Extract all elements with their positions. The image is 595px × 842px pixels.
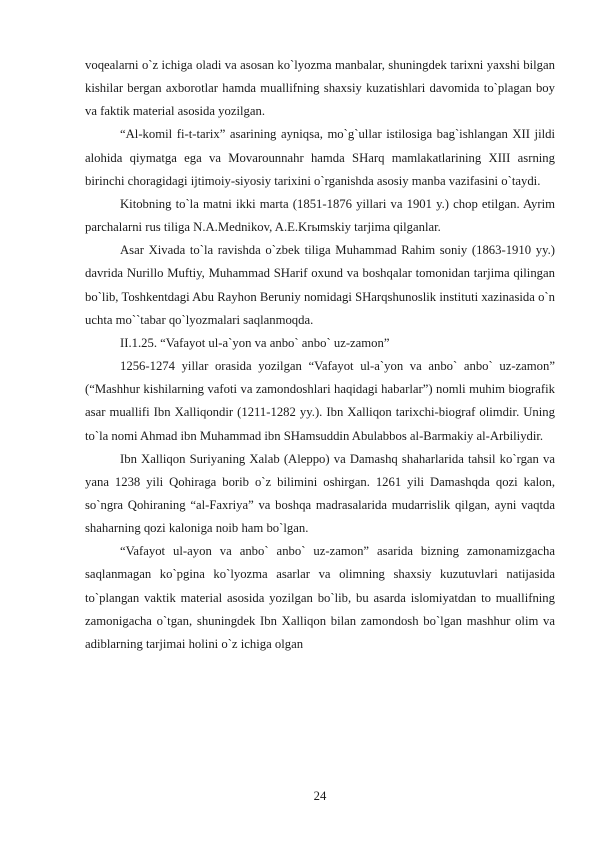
section-heading: II.1.25. “Vafayot ul-a`yon va anbo` anbo` uz-zamon”	[120, 335, 390, 350]
paragraph-vafayot-content: “Vafayot ul-ayon va anbo` anbo` uz-zamon” asarida bizning zamonamizgacha saqlanmagan ko`pgina ko`lyozma asarlar va olimning shaxsiy kuzutuvlari natijasida to`plangan vaktik material asosida yozilgan bo`lib, bu asarda islomiyatdan to muallifning zamonigacha o`tgan, shuningdek Ibn Xalliqon bilan zamondosh bo`lgan mashhur olim va adiblarning tarjimai holini o`z ichiga olgan	[85, 544, 555, 651]
paragraph-ibn-xalliqon-intro: 1256-1274 yillar orasida yozilgan “Vafayot ul-a`yon va anbo` anbo` uz-zamon” (“Mashhur kishilarning vafoti va zamondoshlari haqidagi habarlar”) nomli muhim biografik asar muallifi Ibn Xalliqondir (1211-1282 yy.). Ibn Xalliqon tarixchi-biograf olimdir. Uning to`la nomi Ahmad ibn Muhammad ibn SHamsuddin Abulabbos al-Barmakiy al-Arbiliydir.	[85, 359, 555, 443]
paragraph-continuation: voqealarni o`z ichiga oladi va asosan ko`lyozma manbalar, shuningdek tarixni yaxshi bilgan kishilar bergan axborotlar hamda muallifning shaxsiy kuzatishlari davomida to`plagan boy va faktik material asosida yozilgan.	[85, 58, 555, 119]
page-number: 24	[313, 789, 327, 803]
body-text	[85, 54, 555, 656]
paragraph-al-komil: “Al-komil fi-t-tarix” asarining ayniqsa, mo`g`ullar istilosiga bag`ishlangan XII jildi alohida qiymatga ega va Movarounnahr hamda SHarq mamlakatlarining XIII asrning birinchi choragidagi ijtimoiy-siyosiy tarixini o`rganishda asosiy manba vazifasini o`taydi.	[85, 127, 555, 188]
paragraph-ibn-xalliqon-bio: Ibn Xalliqon Suriyaning Xalab (Aleppo) va Damashq shaharlarida tahsil ko`rgan va yana 1238 yili Qohiraga borib o`z bilimini oshirgan. 1261 yili Damashqda qozi kalon, so`ngra Qohiraning “al-Faxriya” va boshqa madrasalarida mudarrislik qilgan, ayni vaqtda shaharning qozi kaloniga noib ham bo`lgan.	[85, 451, 555, 536]
paragraph-editions: Kitobning to`la matni ikki marta (1851-1876 yillari va 1901 y.) chop etilgan. Ayrim parchalarni rus tiliga N.A.Mednikov, A.E.Krыmskiy tarjima qilganlar.	[85, 196, 555, 235]
paragraph-translation: Asar Xivada to`la ravishda o`zbek tiliga Muhammad Rahim soniy (1863-1910 yy.) davrida Nurillo Muftiy, Muhammad SHarif oxund va boshqalar tomonidan tarjima qilingan bo`lib, Toshkentdagi Abu Rayhon Beruniy nomidagi SHarqshunoslik instituti xazinasida o`n uchta mo``tabar qo`lyozmalari saqlanmoqda.	[85, 243, 555, 327]
